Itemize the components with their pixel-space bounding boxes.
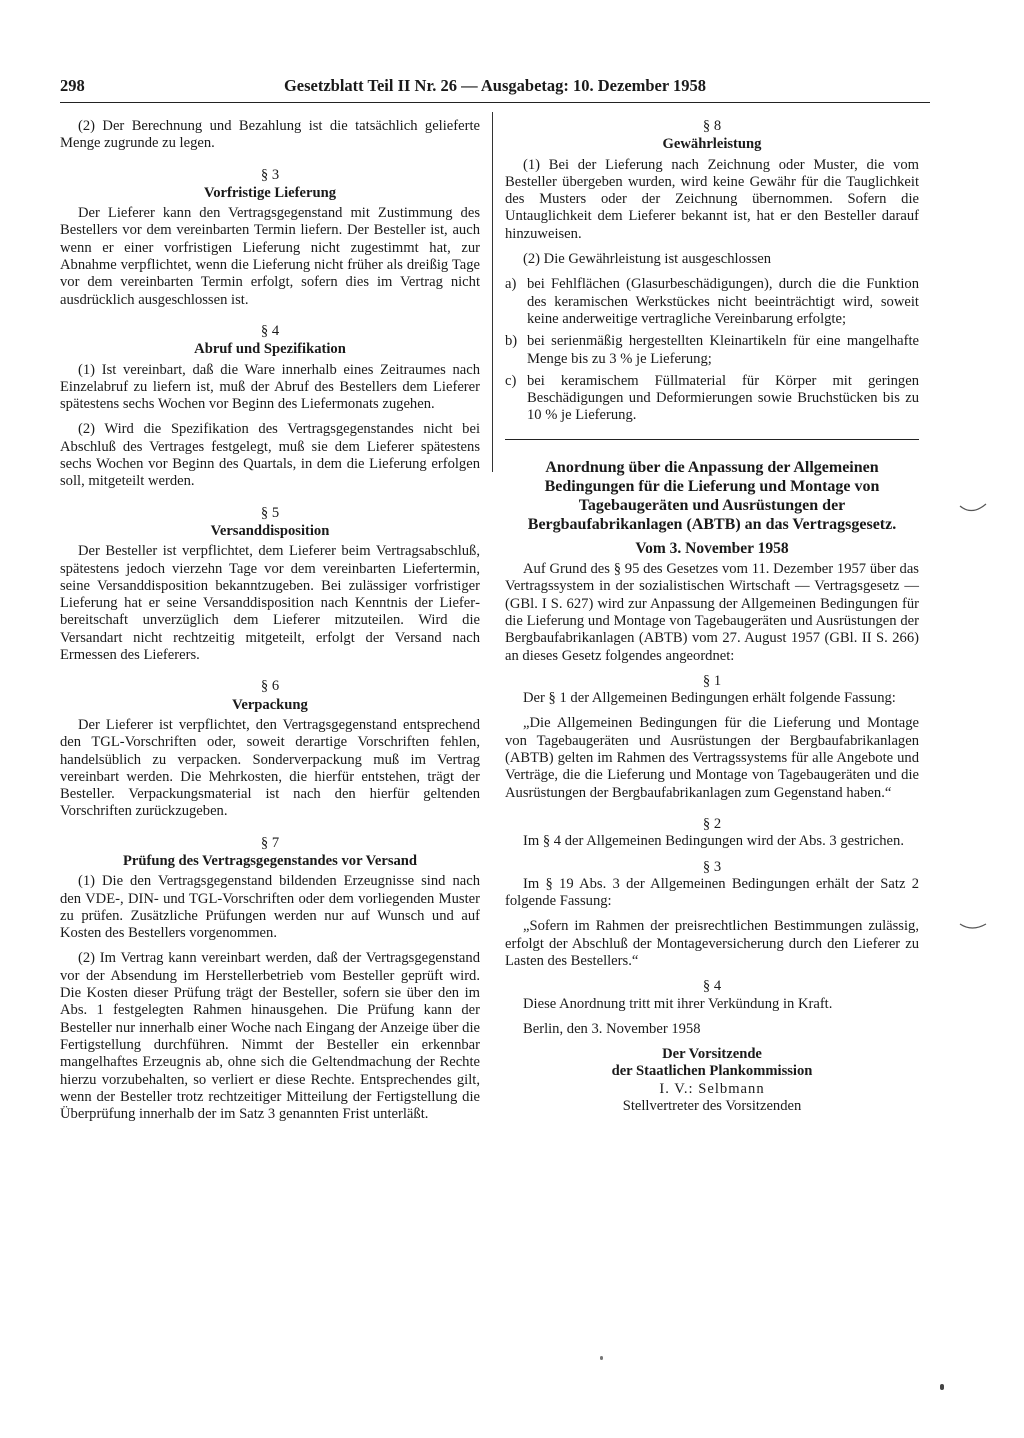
ordinance-section-3-paragraph: Im § 19 Abs. 3 der Allgemeinen Bedingungen erhält der Satz 2 folgende Fassung: <box>505 875 919 910</box>
section-6-title: Verpackung <box>232 696 308 713</box>
place-and-date: Berlin, den 3. November 1958 <box>523 1020 701 1037</box>
paragraph-2-2: (2) Der Berechnung und Bezahlung ist die tatsächlich gelieferte Menge zugrunde zu legen. <box>60 118 480 152</box>
section-5-title: Versanddisposition <box>210 522 330 539</box>
section-8-title: Gewährleistung <box>662 136 762 153</box>
section-5-paragraph: Der Besteller ist verpflichtet, dem Lieferer beim Vertragsabschluß, spätestens jedoch vierzehn Tage vor dem vereinbarten Liefertermin, seine Versanddisposition bekanntzugeben. Bei zulässiger vorfristiger Lieferung hat er seine Versanddisposition nach Kenntnis der Lieferbereitschaft unverzüglich dem Lieferer mitzuteilen. Wird die Versandart nicht rechtzeitig mitgeteilt, erfolgt der Versand nach Ermessen des Lieferers. <box>60 543 480 664</box>
section-3-paragraph: Der Lieferer kann den Vertragsgegenstand mit Zustimmung des Bestellers vor dem vereinbarten Termin liefern. Der Besteller ist, auch wenn er einer vorfristigen Lieferung nicht zugestimmt hat, zur Abnahme verpflichtet, wenn die Lieferung nicht früher als dreißig Tage vor dem vereinbarten Termin erfolgt, sofern dies im Vertrag nicht ausdrücklich ausgeschlossen ist. <box>60 205 480 308</box>
ordinance-title: Anordnung über die Anpassung der Allgemeinen Bedingungen für die Lieferung und Montage von Tagebaugeräten und Ausrüstungen der Bergbaufabrikanlagen (ABTB) an das Vertragsgesetz. <box>527 458 897 533</box>
list-item-text: bei serienmäßig hergestellten Kleinartikeln für eine mangelhafte Menge bis zu 3 % je Lieferung; <box>527 333 919 367</box>
list-item-label: a) <box>505 276 517 293</box>
list-item-label: c) <box>505 372 517 389</box>
ordinance-section-1-quote: „Die Allgemeinen Bedingungen für die Lieferung und Montage von Tagebaugeräten und Ausrüstungen der Bergbaufabrikanlagen (ABTB) gelten im Rahmen des Vertragssystems für alle Angebote und Verträge, die die Lieferung und Montage von Tagebaugeräten und die Ausrüstungen der Bergbaufabrikanlagen zum Gegenstand haben.“ <box>505 715 919 801</box>
section-4-paragraph-1: (1) Ist vereinbart, daß die Ware innerhalb eines Zeitraumes nach Einzelabruf zu liefern ist, muß der Abruf des Bestellers dem Lieferer spätestens sechs Wochen vor Beginn des Liefermonats zugehen. <box>60 361 480 413</box>
section-4-paragraph-2: (2) Wird die Spezifikation des Vertragsgegenstandes nicht bei Abschluß des Vertrages festgelegt, muß sie dem Lieferer spätestens sechs Wochen vor Beginn des Quartals, in dem die Lieferung erfolgen soll, mitgeteilt werden. <box>60 421 480 490</box>
section-8-paragraph-2: (2) Die Gewährleistung ist ausgeschlossen <box>523 251 772 268</box>
ordinance-section-1-paragraph: Der § 1 der Allgemeinen Bedingungen erhält folgende Fassung: <box>523 690 896 707</box>
ordinance-section-2-paragraph: Im § 4 der Allgemeinen Bedingungen wird der Abs. 3 gestrichen. <box>523 833 904 850</box>
list-item-text: bei Fehlflächen (Glasurbeschädigungen), durch die die Funktion des keramischen Werkstückes nicht beeinträchtigt wird, soweit keine anderweitige vertragliche Vereinbarung erfolgte; <box>527 276 919 327</box>
section-divider <box>505 439 919 440</box>
section-6-paragraph: Der Lieferer ist verpflichtet, den Vertragsgegenstand entsprechend den TGL-Vorschriften oder, soweit derartige Vorschriften fehlen, handelsüblich zu verpacken. Sonderverpackung muß im Vertrag vereinbart werden. Die Mehrkosten, die hierfür entstehen, trägt der Besteller. Verpackungsmaterial ist nach den hierfür geltenden Vorschriften zurückzugeben. <box>60 716 480 820</box>
signatory-title: Der Vorsitzende <box>662 1046 762 1063</box>
ordinance-section-4-number: § 4 <box>702 978 722 995</box>
scan-speck <box>600 1356 603 1360</box>
signatory-role: Stellvertreter des Vorsitzenden <box>622 1098 802 1115</box>
section-3-number: § 3 <box>260 166 280 183</box>
ordinance-section-1-number: § 1 <box>702 672 722 689</box>
section-7-title: Prüfung des Vertragsgegenstandes vor Versand <box>122 852 418 869</box>
ordinance-date: Vom 3. November 1958 <box>635 539 789 557</box>
section-3-title: Vorfristige Lieferung <box>204 184 336 201</box>
left-column <box>60 118 480 1131</box>
section-7-paragraph-1: (1) Die den Vertragsgegenstand bildenden Erzeugnisse sind nach den VDE-, DIN- und TGL-Vorschriften oder dem vorliegenden Muster zu prüfen. Zusätzliche Prüfungen werden nur auf Wunsch und auf Kosten des Bestellers vorgenommen. <box>60 873 480 942</box>
ordinance-section-3-number: § 3 <box>702 858 722 875</box>
page-header <box>60 76 930 103</box>
section-7-number: § 7 <box>260 834 280 851</box>
scan-speck <box>940 1384 944 1390</box>
column-divider <box>492 112 493 472</box>
section-4-title: Abruf und Spezifikation <box>194 341 346 358</box>
section-8-paragraph-1: (1) Bei der Lieferung nach Zeichnung oder Muster, die vom Besteller übergeben wurden, wird keine Gewähr für die Tauglichkeit des Musters oder der Zeichnung übernommen. Sofern die Untauglichkeit dem Lieferer bekannt ist, hat er den Besteller darauf hinzuweisen. <box>505 156 919 242</box>
list-item-text: bei keramischem Füllmaterial für Körper mit geringen Beschädigungen und Deformierungen sowie Bruchstücken bis zu 10 % je Lieferung. <box>527 372 919 424</box>
scan-mark <box>958 918 990 934</box>
list-item <box>505 373 919 425</box>
section-7-paragraph-2: (2) Im Vertrag kann vereinbart werden, daß der Vertragsgegenstand vor der Absendung im Herstellerbetrieb vom Besteller geprüft wird. Die Kosten dieser Prüfung trägt der Besteller, sofern sie über den im Abs. 1 festgelegten Rahmen hinausgehen. Die Prüfung kann der Besteller nur innerhalb einer Woche nach Eingang der Anzeige über die Fertigstellung durchführen. Nimmt der Besteller ein erkennbar mangelhaftes Erzeugnis ab, ohne sich die Geltendmachung der Rechte hierzu vorzubehalten, so verliert er diese Rechte. Entsprechendes gilt, wenn der Besteller trotz rechtzeitiger Mitteilung der Fertigstellung die Überprüfung innerhalb der im Satz 3 genannten Frist unterläßt. <box>60 950 480 1123</box>
ordinance-section-3-quote: „Sofern im Rahmen der preisrechtlichen Bestimmungen zulässig, erfolgt der Abschluß der Montageversicherung durch den Lieferer zu Lasten des Bestellers.“ <box>505 918 919 969</box>
list-item <box>505 333 919 368</box>
signatory-name: I. V.: Selbmann <box>659 1080 765 1097</box>
list-item <box>505 276 919 328</box>
ordinance-section-4-paragraph: Diese Anordnung tritt mit ihrer Verkündung in Kraft. <box>523 995 833 1012</box>
ordinance-section-2-number: § 2 <box>702 815 722 832</box>
header-title: Gesetzblatt Teil II Nr. 26 — Ausgabetag: 10. Dezember 1958 <box>283 76 707 95</box>
signatory-office: der Staatlichen Plankommission <box>611 1063 813 1080</box>
section-6-number: § 6 <box>260 678 280 695</box>
page-number: 298 <box>60 76 85 95</box>
section-5-number: § 5 <box>260 504 280 521</box>
list-item-label: b) <box>505 333 518 350</box>
right-column <box>505 118 919 1115</box>
ordinance-preamble: Auf Grund des § 95 des Gesetzes vom 11. Dezember 1957 über das Vertragssystem in der sozialistischen Wirtschaft — Vertragsgesetz — (GBl. I S. 627) wird zur Anpassung der Allgemeinen Bedingungen für die Lieferung und Montage von Tagebaugeräten und Ausrüstungen der Bergbaufabrikanlagen (ABTB) vom 27. August 1957 (GBl. II S. 266) an dieses Gesetz folgendes angeordnet: <box>505 561 919 664</box>
section-8-number: § 8 <box>702 118 722 134</box>
scan-mark <box>958 502 990 518</box>
section-4-number: § 4 <box>260 322 280 339</box>
